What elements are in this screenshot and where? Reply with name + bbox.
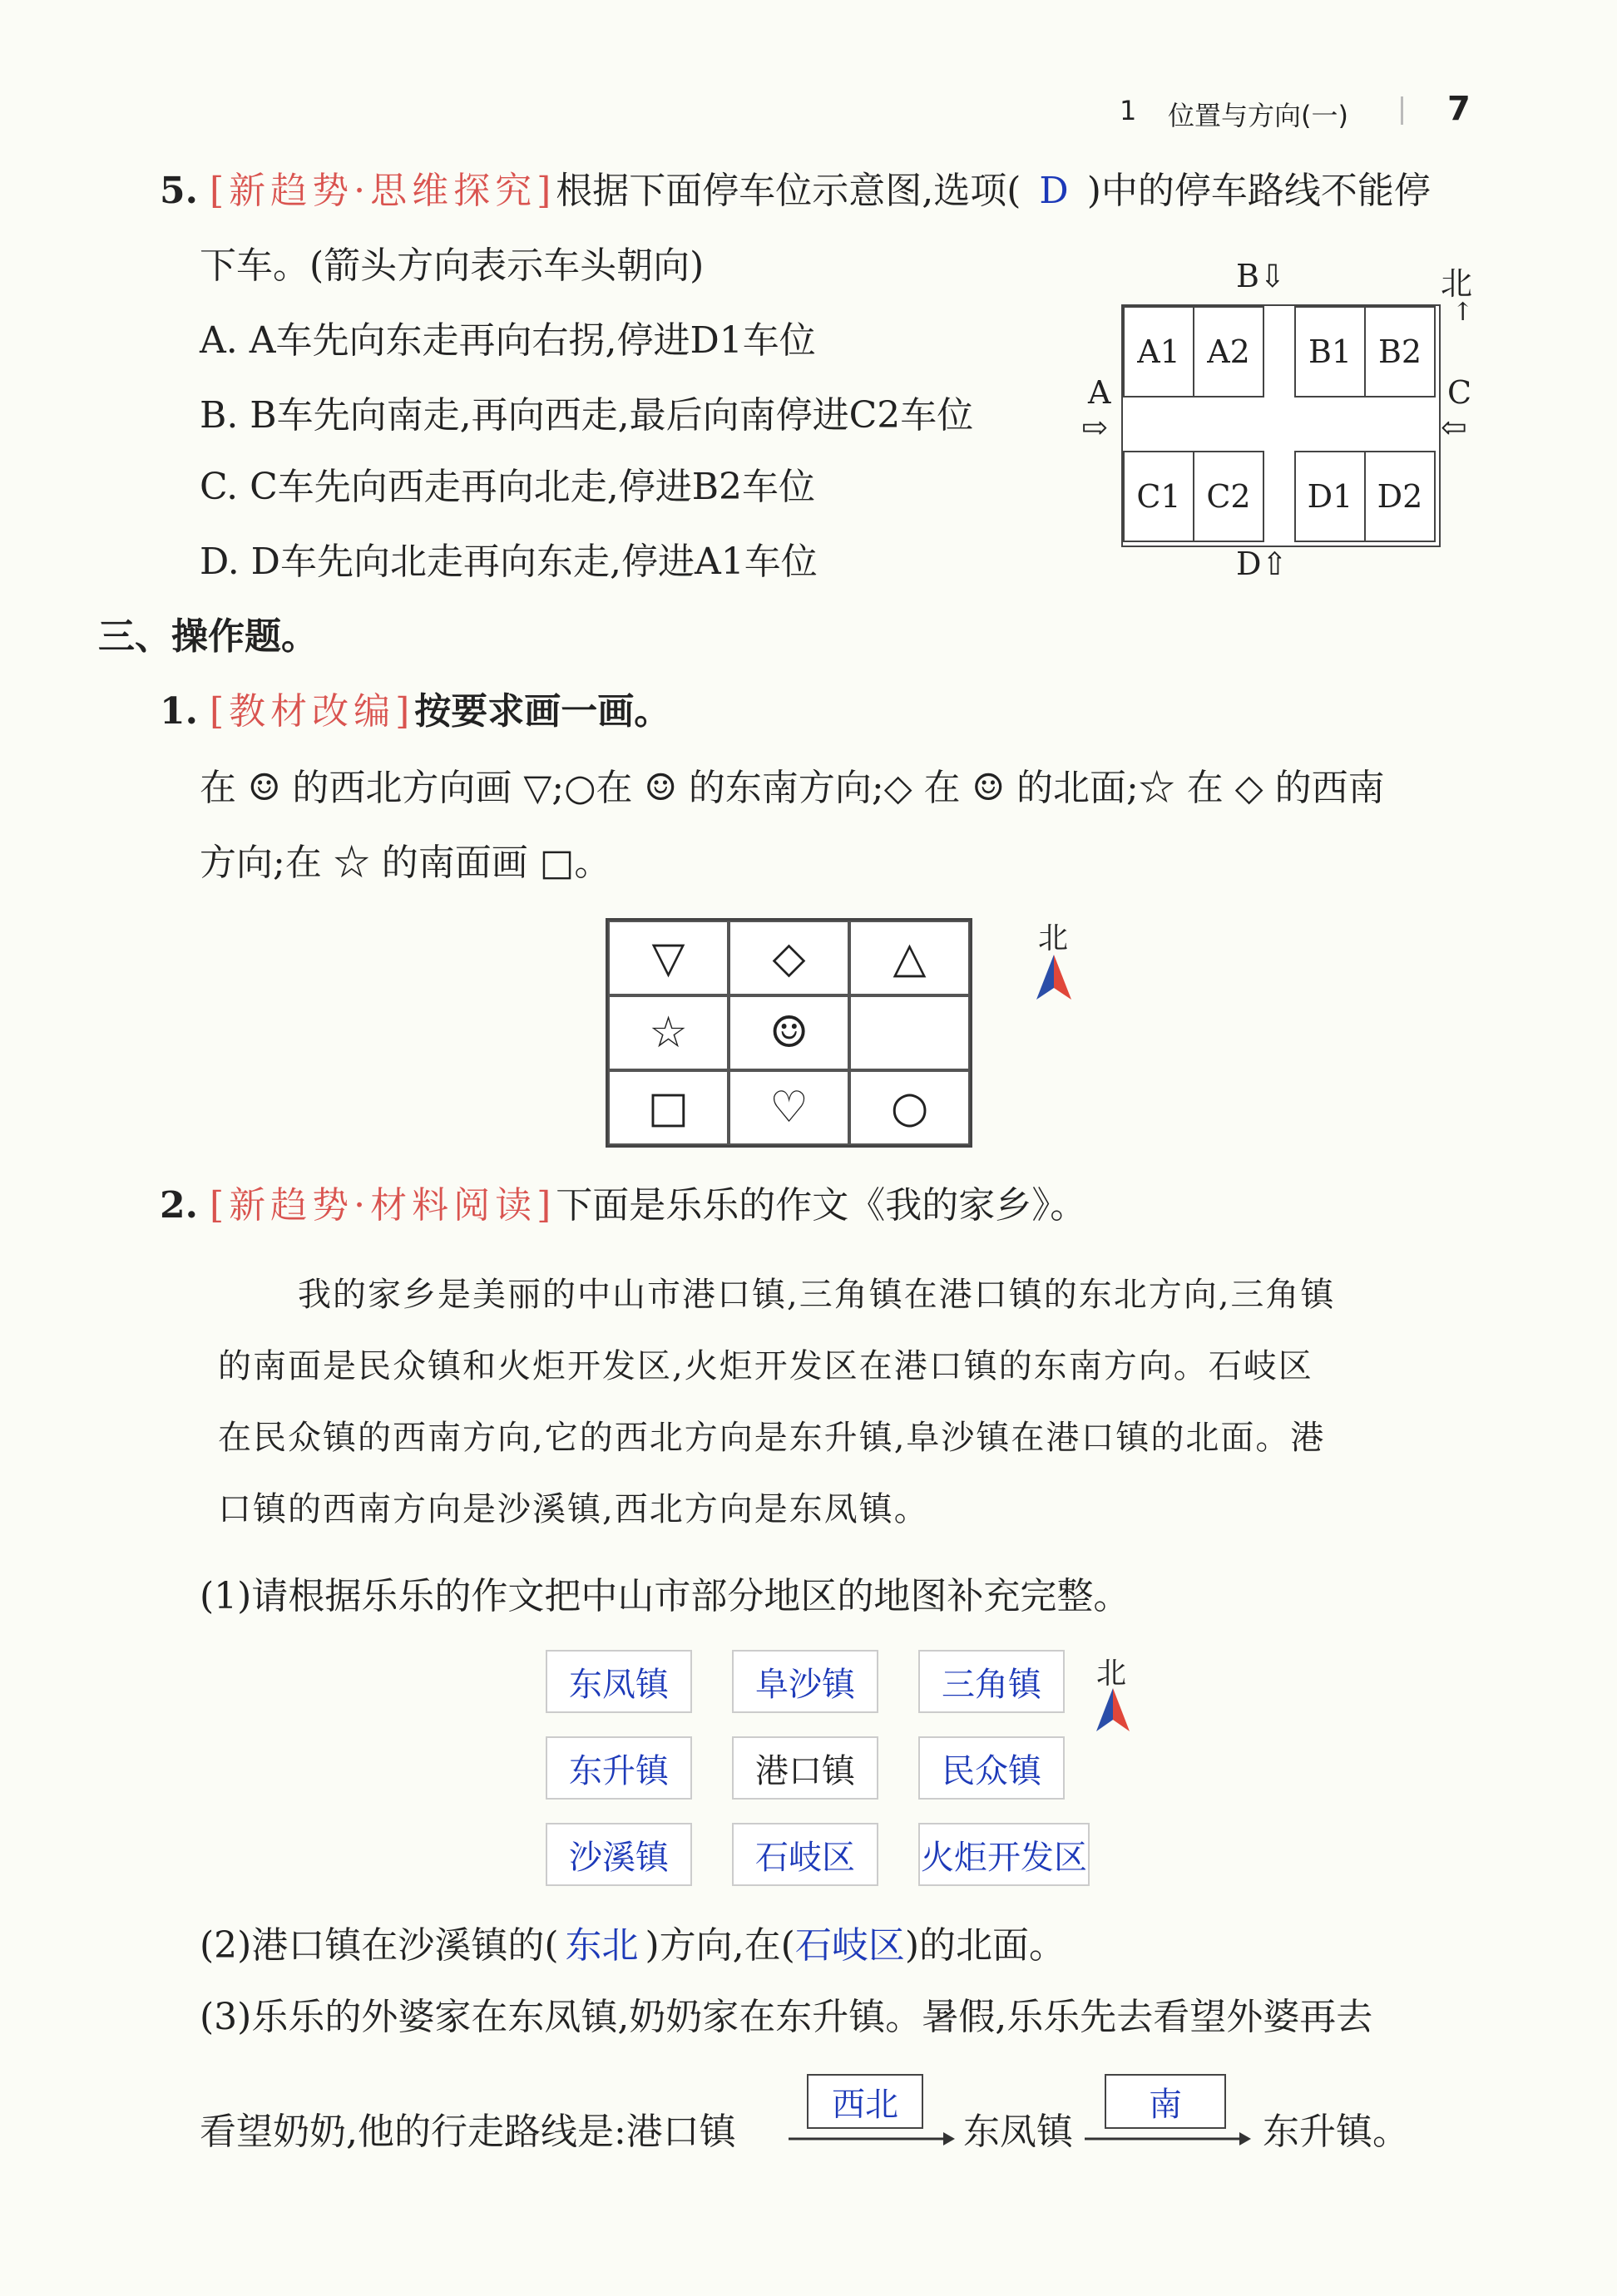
- map-cell-w: 东升镇: [546, 1736, 692, 1800]
- q5-answer: D: [1039, 170, 1069, 212]
- essay-line: 我的家乡是美丽的中山市港口镇,三角镇在港口镇的东北方向,三角镇: [298, 1276, 1336, 1314]
- parking-north-label: 北: [1441, 265, 1473, 302]
- map-cell-nw: 东凤镇: [546, 1650, 692, 1713]
- route-answer-1: 西北: [807, 2074, 923, 2129]
- parking-bottom-label: D⇧: [1236, 546, 1288, 582]
- q5-text-b: )中的停车路线不能停: [1086, 170, 1431, 212]
- map-cell-sw: 沙溪镇: [546, 1823, 692, 1886]
- q5-tag: [新趋势·思维探究]: [209, 170, 556, 212]
- parking-top-label: B⇩: [1236, 258, 1286, 294]
- q2-sub3-line2: 看望奶奶,他的行走路线是:港口镇: [200, 2111, 736, 2153]
- route-arrow-1-icon: [789, 2129, 955, 2149]
- q2-tag: [新趋势·材料阅读]: [209, 1184, 556, 1227]
- grid-cell-sw: □: [608, 1070, 729, 1145]
- route-end: 东升镇。: [1263, 2111, 1409, 2153]
- compass-arrow-icon: [1036, 955, 1071, 1000]
- spot-a1: A1: [1123, 306, 1194, 397]
- route-arrow-2-icon: [1085, 2129, 1251, 2149]
- q1-instruction-line2: 方向;在 ☆ 的南面画 □。: [200, 842, 611, 884]
- q2-sub2-answer1: 东北: [565, 1924, 639, 1967]
- spot-d1: D1: [1294, 451, 1366, 542]
- q5-number: 5.: [160, 170, 198, 212]
- q1-number: 1.: [160, 690, 198, 733]
- q2-number: 2.: [160, 1184, 198, 1227]
- q2-heading: [160, 1181, 1086, 1231]
- q2-sub2-text-a: (2)港口镇在沙溪镇的(: [200, 1924, 559, 1967]
- q1-heading: [160, 687, 670, 737]
- q5-option-b: B. B车先向南走,再向西走,最后向南停进C2车位: [200, 394, 974, 437]
- spot-c1: C1: [1123, 451, 1194, 542]
- parking-diagram: [1081, 258, 1481, 590]
- map-cell-s: 石岐区: [732, 1823, 878, 1886]
- map-cell-n: 阜沙镇: [732, 1650, 878, 1713]
- chapter-title: 位置与方向(一): [1168, 100, 1348, 131]
- parking-left-label: A: [1088, 374, 1111, 411]
- section-3-title: 三、操作题。: [98, 615, 318, 658]
- q2-sub2-text-c: )的北面。: [904, 1924, 1066, 1967]
- parking-left-arrow-icon: ⇨: [1081, 409, 1108, 446]
- grid-cell-w: ☆: [608, 995, 729, 1070]
- map-compass-arrow-icon: [1096, 1688, 1130, 1731]
- q5-text-a: 根据下面停车位示意图,选项(: [556, 170, 1021, 212]
- page-number: 7: [1447, 90, 1471, 128]
- grid-cell-center: ☺: [729, 995, 849, 1070]
- essay-line: 口镇的西南方向是沙溪镇,西北方向是东凤镇。: [218, 1490, 929, 1528]
- route-answer-2: 南: [1105, 2074, 1226, 2129]
- spot-b1: B1: [1294, 306, 1366, 397]
- q1-tag: [教材改编]: [209, 690, 415, 733]
- grid-cell-s: ♡: [729, 1070, 849, 1145]
- header-divider: [1401, 96, 1403, 125]
- q1-instruction-line1: 在 ☺ 的西北方向画 ▽;○在 ☺ 的东南方向;◇ 在 ☺ 的北面;☆ 在 ◇ 的西南: [200, 767, 1385, 809]
- q5-line1: [160, 166, 1431, 216]
- spot-a2: A2: [1193, 306, 1264, 397]
- grid-cell-nw: ▽: [608, 921, 729, 995]
- q2-sub3-line1: (3)乐乐的外婆家在东凤镇,奶奶家在东升镇。暑假,乐乐先去看望外婆再去: [200, 1996, 1373, 2038]
- grid-cell-e: [849, 995, 970, 1070]
- map-cell-se: 火炬开发区: [918, 1823, 1090, 1886]
- map-cell-e: 民众镇: [918, 1736, 1065, 1800]
- q2-sub2-text-b: )方向,在(: [645, 1924, 795, 1967]
- q2-sub1: (1)请根据乐乐的作文把中山市部分地区的地图补充完整。: [200, 1575, 1130, 1617]
- spot-c2: C2: [1193, 451, 1264, 542]
- spot-d2: D2: [1364, 451, 1436, 542]
- q5-option-c: C. C车先向西走再向北走,停进B2车位: [200, 466, 816, 508]
- chapter-number: 1: [1120, 95, 1137, 126]
- q5-option-d: D. D车先向北走再向东走,停进A1车位: [200, 541, 818, 583]
- essay-line: 的南面是民众镇和火炬开发区,火炬开发区在港口镇的东南方向。石岐区: [218, 1347, 1313, 1385]
- spot-b2: B2: [1364, 306, 1436, 397]
- parking-right-label: C: [1447, 374, 1472, 411]
- grid-cell-ne: △: [849, 921, 970, 995]
- q2-sub2-answer2: 石岐区: [794, 1924, 905, 1967]
- essay-line: 在民众镇的西南方向,它的西北方向是东升镇,阜沙镇在港口镇的北面。港: [218, 1419, 1326, 1457]
- grid-north-label: 北: [1038, 921, 1069, 955]
- q1-title: 按要求画一画。: [414, 690, 671, 733]
- grid-cell-se: ○: [849, 1070, 970, 1145]
- route-mid: 东凤镇: [963, 2111, 1073, 2153]
- q5-option-a: A. A车先向东走再向右拐,停进D1车位: [200, 319, 816, 362]
- north-arrow-icon: ↑: [1452, 298, 1474, 327]
- shape-grid: [606, 918, 972, 1148]
- parking-right-arrow-icon: ⇦: [1441, 409, 1467, 446]
- q2-title: 下面是乐乐的作文《我的家乡》。: [556, 1184, 1087, 1227]
- map-north-label: 北: [1096, 1657, 1127, 1691]
- essay-paragraph: [218, 1259, 1516, 1545]
- grid-cell-n: ◇: [729, 921, 849, 995]
- q2-sub2: [200, 1921, 1066, 1971]
- map-cell-center: 港口镇: [732, 1736, 878, 1800]
- q5-line2: 下车。(箭头方向表示车头朝向): [200, 244, 705, 287]
- map-cell-ne: 三角镇: [918, 1650, 1065, 1713]
